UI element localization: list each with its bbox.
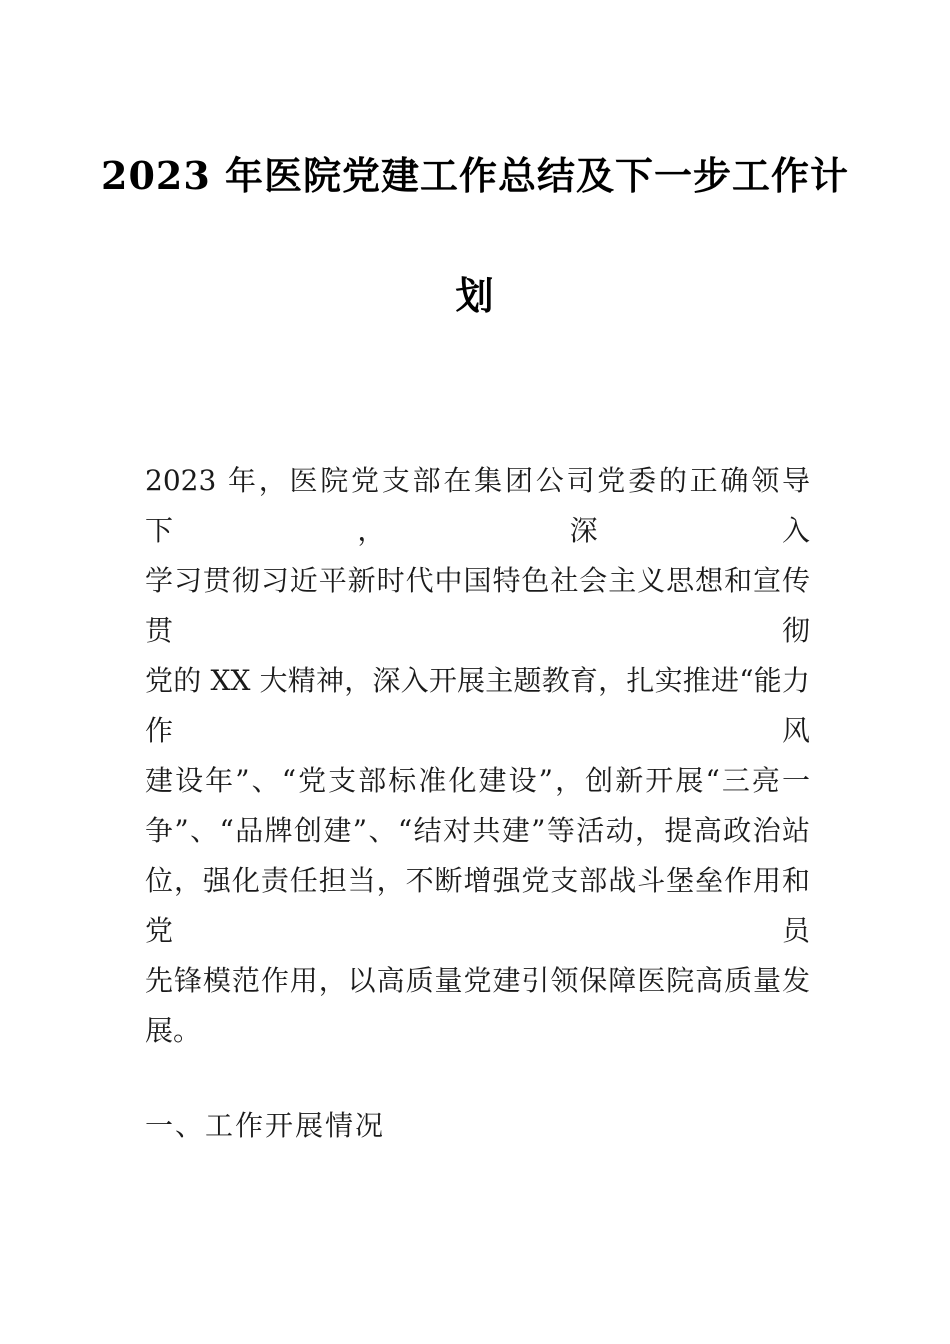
paragraph-line: 先锋模范作用，以高质量党建引领保障医院高质量发展。: [145, 964, 810, 1047]
document-title-line-1: 2023 年医院党建工作总结及下一步工作计: [101, 153, 849, 198]
section-heading: 一、工作开展情况: [145, 1109, 386, 1142]
paragraph-line: 学习贯彻习近平新时代中国特色社会主义思想和宣传贯彻: [145, 564, 810, 647]
paragraph-line: 党的 XX 大精神，深入开展主题教育，扎实推进“能力作风: [145, 664, 810, 747]
document-title: [70, 116, 880, 356]
document-paragraph: [145, 456, 810, 1056]
paragraph-line: 位，强化责任担当，不断增强党支部战斗堡垒作用和党员: [145, 864, 810, 947]
paragraph-line: 争”、“品牌创建”、“结对共建”等活动，提高政治站: [145, 814, 810, 847]
document-title-line-2: 划: [455, 273, 495, 318]
paragraph-line: 建设年”、“党支部标准化建设”，创新开展“三亮一: [145, 764, 810, 797]
paragraph-line: 2023 年，医院党支部在集团公司党委的正确领导下，深入: [145, 464, 810, 547]
